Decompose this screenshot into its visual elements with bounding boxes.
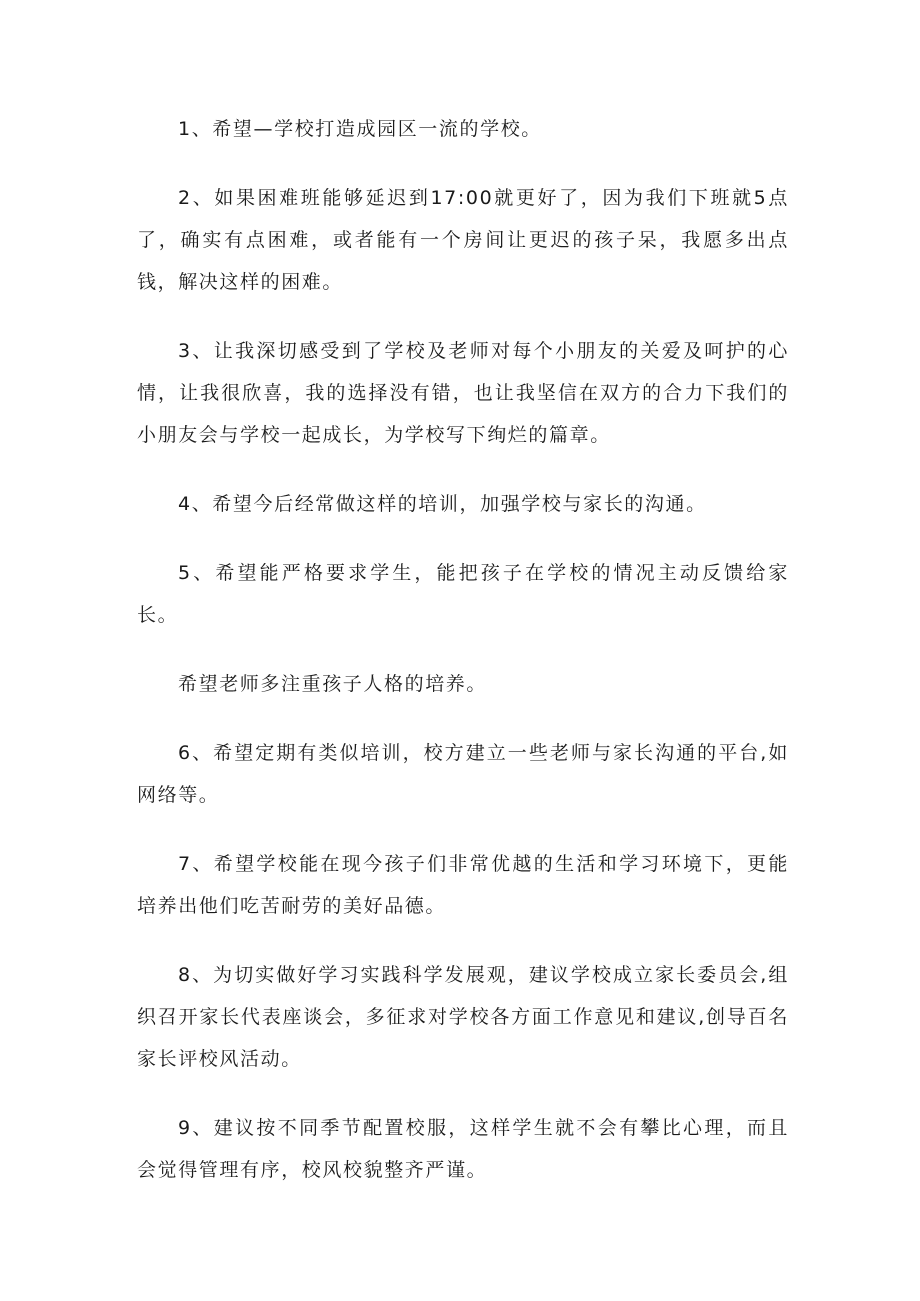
paragraph-2: 2、如果困难班能够延迟到17:00就更好了，因为我们下班就5点了，确实有点困难，或者能有一个房间让更迟的孩子呆，我愿多出点钱，解决这样的困难。 [137, 187, 789, 293]
paragraph-5-note: 希望老师多注重孩子人格的培养。 [178, 673, 488, 695]
document-body [137, 108, 789, 1218]
paragraph-1: 1、希望—学校打造成园区一流的学校。 [178, 118, 542, 140]
paragraph-3: 3、让我深切感受到了学校及老师对每个小朋友的关爱及呵护的心情，让我很欣喜，我的选择没有错，也让我坚信在双方的合力下我们的小朋友会与学校一起成长，为学校写下绚烂的篇章。 [137, 340, 789, 446]
paragraph-7: 7、希望学校能在现今孩子们非常优越的生活和学习环境下，更能培养出他们吃苦耐劳的美好品德。 [137, 853, 789, 917]
paragraph-8: 8、为切实做好学习实践科学发展观，建议学校成立家长委员会,组织召开家长代表座谈会，多征求对学校各方面工作意见和建议,创导百名家长评校风活动。 [137, 964, 789, 1070]
paragraph-6: 6、希望定期有类似培训，校方建立一些老师与家长沟通的平台,如网络等。 [137, 742, 789, 806]
paragraph-9: 9、建议按不同季节配置校服，这样学生就不会有攀比心理，而且会觉得管理有序，校风校貌整齐严谨。 [137, 1117, 789, 1181]
paragraph-5: 5、希望能严格要求学生，能把孩子在学校的情况主动反馈给家长。 [137, 562, 789, 626]
paragraph-4: 4、希望今后经常做这样的培训，加强学校与家长的沟通。 [178, 493, 707, 515]
